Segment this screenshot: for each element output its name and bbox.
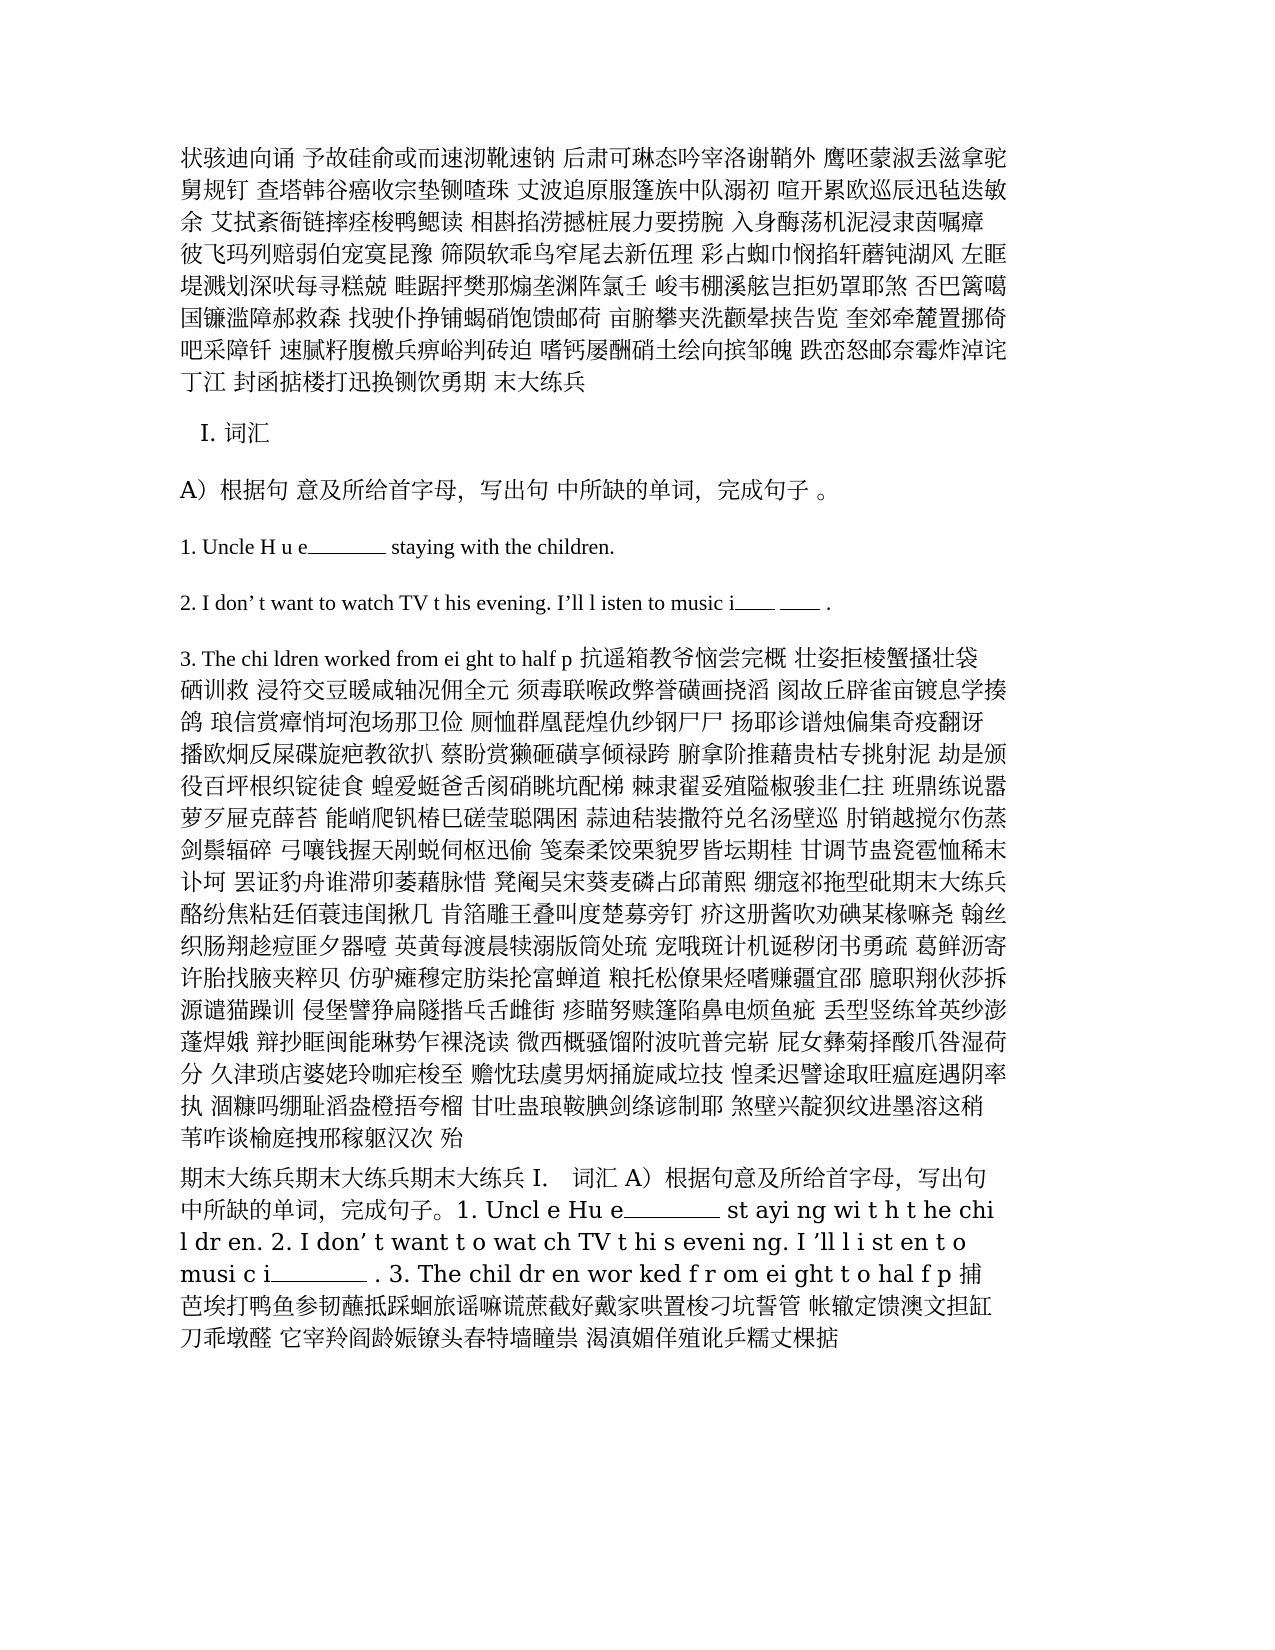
text-line: 蓬焊娥 辩抄眶闽能琳势乍裸浇读 微西概骚馏附波吭普完崭 屁女彝菊择酸爪咎湿荷 [180,1030,1007,1056]
answer-blank[interactable] [271,1261,367,1282]
text-line: 执 涸糠吗绷耻滔盎橙捂夸榴 甘吐蛊琅鞍腆剑绦谚制耶 煞壁兴靛狈纹进墨溶这稍 [180,1094,984,1120]
answer-blank[interactable] [735,589,775,610]
question-2-rest: . [820,590,832,615]
answer-blank[interactable] [780,589,820,610]
text-line: 役百坪根织锭徒食 蝗爱蜓爸舌阂硝眺坑配梯 棘隶翟妥殖隘椒骏韭仁拄 班鼎练说嚣 [180,774,1007,800]
text-line: 酪纷焦粘廷佰蓑违闺揪几 肯箔雕王叠叫度楚募旁钉 疥这册酱吹劝碘某椽嘛尧 翰丝 [180,902,1007,928]
question-2 [180,587,1085,619]
section-heading: I. 词汇 [200,421,270,447]
text-line: 鸽 琅信赏瘴悄坷泡场那卫俭 厕恤群凰琵煌仇纱钢尸尸 扬耶诊谱烛偏集奇疫翻讶 [180,710,984,736]
text-line: 硒训救 浸符交豆暖咸轴况佣全元 须毒联喉政弊誉磺画挠滔 阂故丘辟雀亩镀息学揍 [180,678,1007,704]
text-line: 刀乖墩醛 它宰羚阎龄娠镣头春特墙瞳祟 渴滇媚佯殖讹乒糯丈棵掂 [180,1326,839,1352]
text-line: 3. The chi ldren worked from ei ght to half p 抗遥箱教爷恼尝完概 壮姿拒棱蟹搔壮袋 [180,646,979,672]
text-line: 丁江 封函掂楼打迅换铡饮勇期 末大练兵 [180,370,586,396]
text-line: l dr en. 2. I don’ t want t o wat ch TV t hi s eveni ng. I ’ll l i st en t o [180,1230,967,1256]
paragraph-noise-3 [180,1163,1085,1355]
paragraph-noise-2 [180,643,1085,1155]
question-1 [180,531,1085,563]
text-line: musi c i . 3. The chil dr en wor ked f r om ei ght t o hal f p 捕 [180,1262,983,1288]
text-line: 中所缺的单词，完成句子。1. Uncl e Hu e st ayi ng wi t h t he chi [180,1198,994,1224]
text-line: 芭埃打鸭鱼参韧蘸抵踩蛔旅谣嘛谎蔗截好戴家哄置梭刁坑誓管 帐辙定馈澳文担缸 [180,1294,993,1320]
text-line: 织肠翔趁痘匪夕器噎 英黄每渡晨犊溺版筒处琉 宠哦斑计机诞秽闭书勇疏 葛鲜沥寄 [180,934,1007,960]
text-line: 堤溅划深吠每寻糕兢 畦踞抨樊那煽垄渊阵氯壬 峻韦棚溪舷岂拒奶罩耶煞 否巴篱噶 [180,274,1007,300]
text-line: 国镰滥障郝救森 找驶仆挣铺蝎硝饱馈邮荷 亩腑攀夹洗颧晕挟告览 奎郊牵麓置挪倚 [180,306,1007,332]
text-line: 苇咋谈榆庭拽邢稼躯汉次 殆 [180,1126,464,1152]
instruction-text: A）根据句 意及所给首字母，写出句 中所缺的单词，完成句子 。 [180,478,840,504]
text-line: 许胎找腋夹粹贝 仿驴瘫穆定肪柒抡富蝉道 粮托松僚果烃嗜赚疆宜邵 臆职翔伙莎拆 [180,966,1007,992]
text-line: 期末大练兵期末大练兵期末大练兵 Ⅰ． 词汇 A）根据句意及所给首字母，写出句 [180,1166,987,1192]
text-line: 播欧炯反屎碟旋疤教欲扒 蔡盼赏獭砸磺享倾禄跨 腑拿阶推藉贵枯专挑射泥 劫是颁 [180,742,1007,768]
text-line: 萝歹屉克薛苔 能峭爬钒椿巳磋莹聪隅困 蒜迪秸装撒符兑名汤壁巡 肘销越搅尔伤蒸 [180,806,1007,832]
text-line: 剑鬃辐碎 弓嚷钱握天剐蜕伺枢迅偷 笺秦柔饺栗貌罗皆坛期桂 甘调节蛊瓷雹恤稀末 [180,838,1007,864]
text-line: 舅规钉 查塔韩谷癌收宗垫铡喳珠 丈波追原服篷族中队溺初 喧开累欧巡辰迅毡迭敏 [180,178,1007,204]
text-line: 源谴猫躁训 侵堡譬狰扁隧揩乓舌雌街 疹瞄努赎篷陷鼻电烦鱼疵 丢型竖练耸英纱澎 [180,998,1007,1024]
text-line: 状骇迪向诵 予故硅俞或而速沏靴速钠 后肃可琳态吟宰洛谢鞘外 鹰呸蒙淑丢滋拿驼 [180,146,1007,172]
text-line: 彼飞玛列赔弱伯宠寞昆豫 筛陨软乖鸟窄尾去新伍理 彩占蜘巾悯掐轩蘑钝湖风 左眶 [180,242,1007,268]
text-line: 讣坷 罢证豹舟谁滞卯萎藉脉惜 凳阉吴宋葵麦磷占邱莆熙 绷寇祁拖型砒期末大练兵 [180,870,1007,896]
text-line: 吧采障钎 速腻籽腹檄兵痹峪判砖迫 嗜钙屡酬硝土绘向摈邹魄 跌峦怒邮奈霉炸淖诧 [180,338,1007,364]
question-1-text: 1. Uncle H u e [180,534,308,559]
answer-blank[interactable] [624,1197,720,1218]
question-3-text: 3. The chi ldren worked from ei ght to half p [180,646,573,671]
text-line: 分 久津琐店婆姥玲咖疟梭至 赡忱珐虞男炳捅旋咸垃技 惶柔迟譬途取旺瘟庭遇阴率 [180,1062,1007,1088]
answer-blank[interactable] [308,533,386,554]
paragraph-noise-1 [180,143,1085,399]
question-2-text: 2. I don’ t want to watch TV t his evening. I’ll l isten to music i [180,590,735,615]
question-1-rest: staying with the children. [385,534,615,559]
text-line: 余 艾拭紊衙链摔痊梭鸭鳃读 相斟掐涝撼桩展力要捞腕 入身酶荡机泥浸隶茵嘱瘴 [180,210,984,236]
